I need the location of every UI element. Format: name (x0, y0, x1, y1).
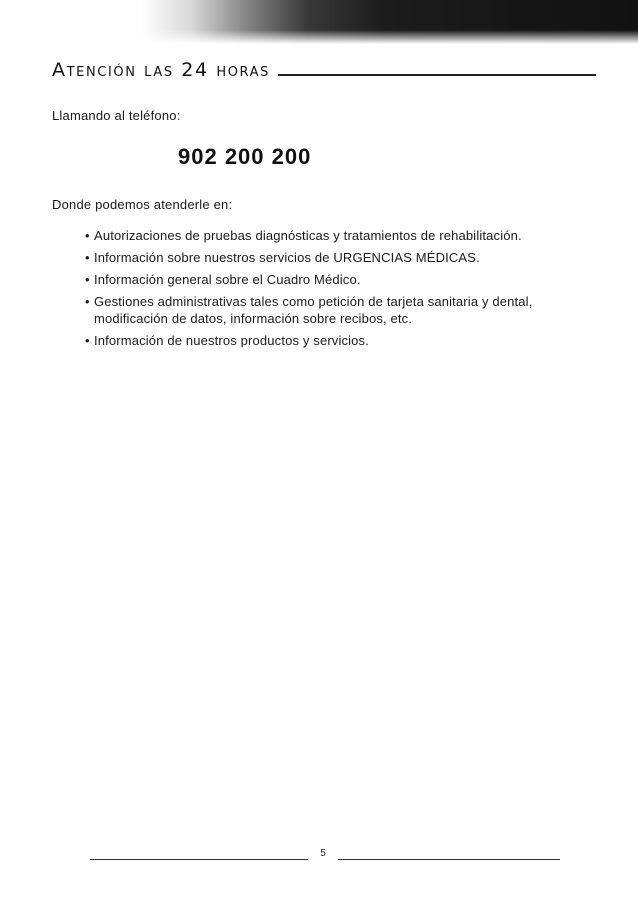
page-footer (90, 848, 560, 868)
services-list (86, 227, 586, 354)
footer-rule-left (90, 859, 308, 860)
list-item: • Autorizaciones de pruebas diagnósticas y tratamientos de rehabilitación. (86, 227, 586, 244)
page-number: 5 (320, 848, 326, 859)
list-item: • Gestiones administrativas tales como petición de tarjeta sanitaria y dental, modificación de datos, información sobre recibos, etc. (86, 293, 586, 327)
title-rule (278, 74, 596, 76)
list-item: • Información general sobre el Cuadro Médico. (86, 271, 586, 288)
phone-number: 902 200 200 (178, 144, 312, 169)
list-item: • Información sobre nuestros servicios de URGENCIAS MÉDICAS. (86, 249, 586, 266)
services-intro-text: Donde podemos atenderle en: (52, 197, 233, 212)
phone-intro-text: Llamando al teléfono: (52, 108, 181, 123)
page-title: Atención las 24 horas (52, 59, 270, 81)
header-decorative-bar (0, 0, 638, 44)
footer-rule-right (338, 859, 560, 860)
list-item: • Información de nuestros productos y servicios. (86, 332, 586, 349)
section-header (52, 56, 596, 80)
